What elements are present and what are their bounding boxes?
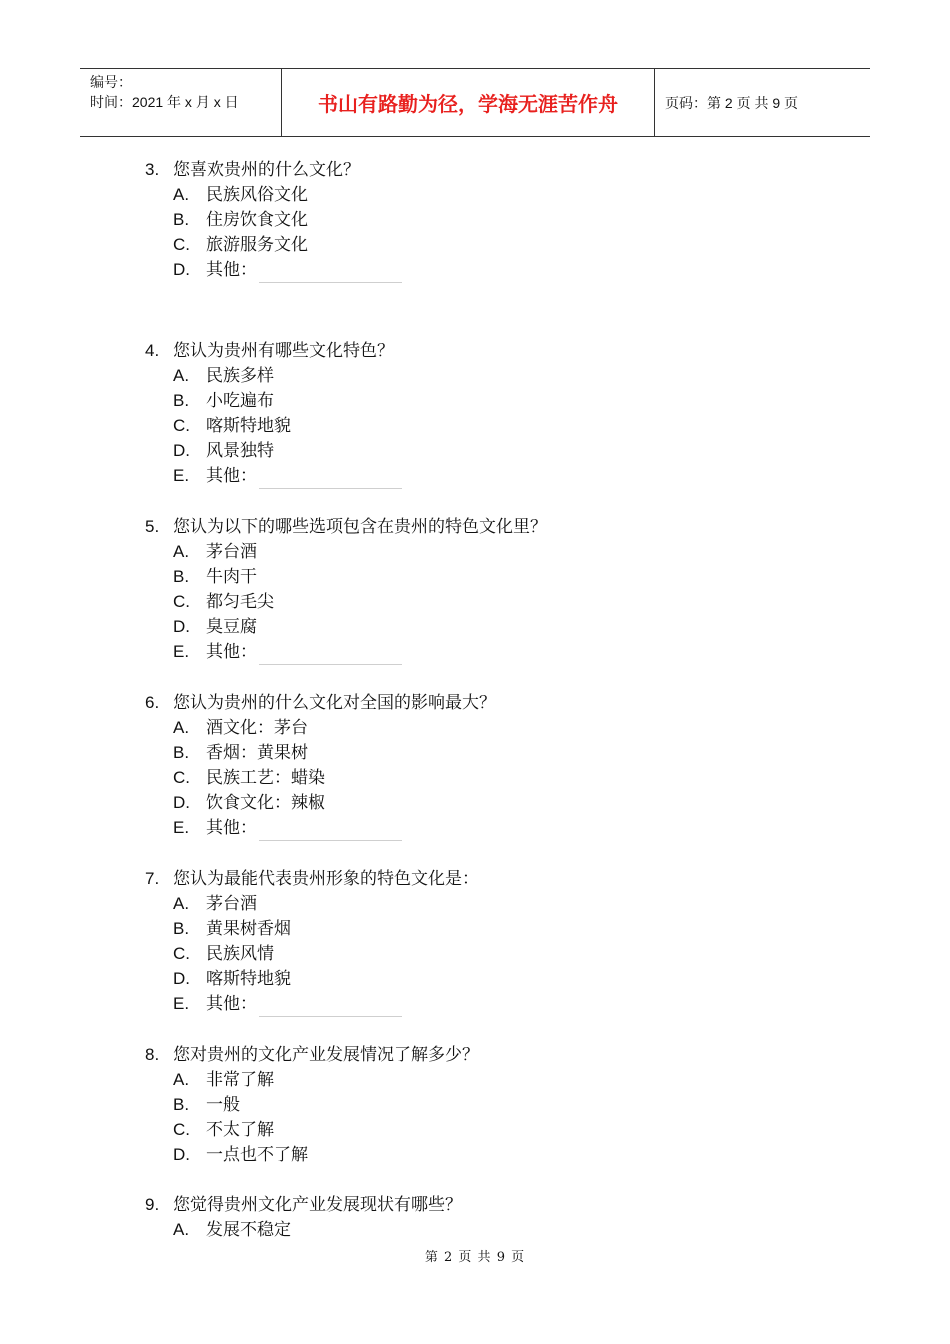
option-letter: B. bbox=[173, 391, 190, 410]
option-d[interactable] bbox=[145, 257, 865, 282]
option-letter: A. bbox=[173, 1070, 190, 1089]
option-text: 黄果树香烟 bbox=[206, 919, 291, 939]
question-line bbox=[145, 338, 865, 363]
option-c[interactable] bbox=[145, 765, 865, 790]
option-letter: C. bbox=[173, 944, 190, 963]
question-line bbox=[145, 866, 865, 891]
option-text: 小吃遍布 bbox=[206, 391, 274, 411]
option-text: 牛肉干 bbox=[206, 567, 257, 587]
number-label: 编号： bbox=[90, 74, 132, 90]
option-text: 民族多样 bbox=[206, 366, 274, 386]
option-letter: C. bbox=[173, 1120, 190, 1139]
question-text: 您认为以下的哪些选项包含在贵州的特色文化里？ bbox=[173, 517, 547, 537]
question-text: 您认为贵州有哪些文化特色？ bbox=[173, 341, 394, 361]
option-c[interactable] bbox=[145, 413, 865, 438]
question-number: 8. bbox=[145, 1045, 160, 1064]
option-letter: D. bbox=[173, 260, 190, 279]
option-letter: C. bbox=[173, 592, 190, 611]
option-letter: A. bbox=[173, 542, 190, 561]
option-text: 民族风情 bbox=[206, 944, 274, 964]
question-3 bbox=[145, 157, 865, 283]
option-text: 其他： bbox=[206, 260, 257, 280]
other-answer-blank[interactable] bbox=[259, 1016, 402, 1017]
option-e[interactable] bbox=[145, 815, 865, 840]
option-d[interactable] bbox=[145, 438, 865, 463]
option-text: 臭豆腐 bbox=[206, 617, 257, 637]
option-letter: D. bbox=[173, 617, 190, 636]
option-e[interactable] bbox=[145, 463, 865, 488]
option-text: 都匀毛尖 bbox=[206, 592, 274, 612]
option-text: 茅台酒 bbox=[206, 894, 257, 914]
option-c[interactable] bbox=[145, 589, 865, 614]
option-letter: A. bbox=[173, 366, 190, 385]
question-text: 您喜欢贵州的什么文化？ bbox=[173, 160, 360, 180]
question-line bbox=[145, 514, 865, 539]
option-text: 旅游服务文化 bbox=[206, 235, 308, 255]
option-letter: B. bbox=[173, 1095, 190, 1114]
question-7 bbox=[145, 866, 865, 1017]
option-text: 非常了解 bbox=[206, 1070, 274, 1090]
question-text: 您觉得贵州文化产业发展现状有哪些？ bbox=[173, 1195, 462, 1215]
option-letter: D. bbox=[173, 969, 190, 988]
option-b[interactable] bbox=[145, 207, 865, 232]
question-6 bbox=[145, 690, 865, 841]
option-letter: E. bbox=[173, 818, 190, 837]
option-text: 住房饮食文化 bbox=[206, 210, 308, 230]
option-d[interactable] bbox=[145, 966, 865, 991]
option-b[interactable] bbox=[145, 564, 865, 589]
option-c[interactable] bbox=[145, 1117, 865, 1142]
option-b[interactable] bbox=[145, 1092, 865, 1117]
option-text: 民族工艺：蜡染 bbox=[206, 768, 325, 788]
option-a[interactable] bbox=[145, 1067, 865, 1092]
header-meta bbox=[80, 69, 282, 136]
question-number: 3. bbox=[145, 160, 160, 179]
option-b[interactable] bbox=[145, 916, 865, 941]
option-text: 发展不稳定 bbox=[206, 1220, 291, 1240]
other-answer-blank[interactable] bbox=[259, 488, 402, 489]
question-line bbox=[145, 690, 865, 715]
option-text: 酒文化：茅台 bbox=[206, 718, 308, 738]
option-text: 其他： bbox=[206, 994, 257, 1014]
option-d[interactable] bbox=[145, 1142, 865, 1167]
question-number: 7. bbox=[145, 869, 160, 888]
option-letter: B. bbox=[173, 210, 190, 229]
option-text: 风景独特 bbox=[206, 441, 274, 461]
option-text: 饮食文化：辣椒 bbox=[206, 793, 325, 813]
questionnaire bbox=[145, 157, 865, 1267]
question-line bbox=[145, 157, 865, 182]
option-letter: B. bbox=[173, 919, 190, 938]
question-line bbox=[145, 1042, 865, 1067]
option-letter: D. bbox=[173, 1145, 190, 1164]
option-d[interactable] bbox=[145, 614, 865, 639]
option-letter: D. bbox=[173, 441, 190, 460]
option-letter: D. bbox=[173, 793, 190, 812]
option-letter: C. bbox=[173, 768, 190, 787]
option-c[interactable] bbox=[145, 232, 865, 257]
option-b[interactable] bbox=[145, 388, 865, 413]
option-text: 其他： bbox=[206, 818, 257, 838]
question-text: 您认为贵州的什么文化对全国的影响最大？ bbox=[173, 693, 496, 713]
option-a[interactable] bbox=[145, 539, 865, 564]
question-text: 您认为最能代表贵州形象的特色文化是： bbox=[173, 869, 479, 889]
option-e[interactable] bbox=[145, 639, 865, 664]
option-a[interactable] bbox=[145, 363, 865, 388]
option-letter: B. bbox=[173, 567, 190, 586]
question-number: 4. bbox=[145, 341, 160, 360]
other-answer-blank[interactable] bbox=[259, 282, 402, 283]
other-answer-blank[interactable] bbox=[259, 840, 402, 841]
option-text: 其他： bbox=[206, 642, 257, 662]
option-letter: A. bbox=[173, 1220, 190, 1239]
option-letter: A. bbox=[173, 894, 190, 913]
question-number: 9. bbox=[145, 1195, 160, 1214]
header-page-info: 页码：第 2 页 共 9 页 bbox=[665, 94, 799, 111]
question-number: 6. bbox=[145, 693, 160, 712]
page-footer: 第 2 页 共 9 页 bbox=[424, 1250, 526, 1265]
other-answer-blank[interactable] bbox=[259, 664, 402, 665]
option-a[interactable] bbox=[145, 182, 865, 207]
question-number: 5. bbox=[145, 517, 160, 536]
option-letter: A. bbox=[173, 718, 190, 737]
option-letter: E. bbox=[173, 642, 190, 661]
option-c[interactable] bbox=[145, 941, 865, 966]
time-label: 时间：2021 年 x 月 x 日 bbox=[90, 94, 239, 110]
option-e[interactable] bbox=[145, 991, 865, 1016]
option-letter: E. bbox=[173, 466, 190, 485]
option-text: 一点也不了解 bbox=[206, 1145, 308, 1165]
option-text: 不太了解 bbox=[206, 1120, 274, 1140]
option-letter: A. bbox=[173, 185, 190, 204]
question-9 bbox=[145, 1192, 865, 1242]
option-letter: C. bbox=[173, 416, 190, 435]
option-text: 民族风俗文化 bbox=[206, 185, 308, 205]
option-letter: B. bbox=[173, 743, 190, 762]
option-a[interactable] bbox=[145, 1217, 865, 1242]
question-4 bbox=[145, 338, 865, 489]
option-letter: E. bbox=[173, 994, 190, 1013]
option-text: 喀斯特地貌 bbox=[206, 416, 291, 436]
question-text: 您对贵州的文化产业发展情况了解多少？ bbox=[173, 1045, 479, 1065]
option-a[interactable] bbox=[145, 891, 865, 916]
header-motto: 书山有路勤为径，学海无涯苦作舟 bbox=[282, 69, 655, 136]
option-b[interactable] bbox=[145, 740, 865, 765]
page-header bbox=[80, 68, 870, 137]
option-text: 茅台酒 bbox=[206, 542, 257, 562]
option-d[interactable] bbox=[145, 790, 865, 815]
option-a[interactable] bbox=[145, 715, 865, 740]
option-text: 其他： bbox=[206, 466, 257, 486]
option-text: 一般 bbox=[206, 1095, 240, 1115]
option-text: 香烟：黄果树 bbox=[206, 743, 308, 763]
option-text: 喀斯特地貌 bbox=[206, 969, 291, 989]
option-letter: C. bbox=[173, 235, 190, 254]
question-5 bbox=[145, 514, 865, 665]
question-8 bbox=[145, 1042, 865, 1167]
question-line bbox=[145, 1192, 865, 1217]
